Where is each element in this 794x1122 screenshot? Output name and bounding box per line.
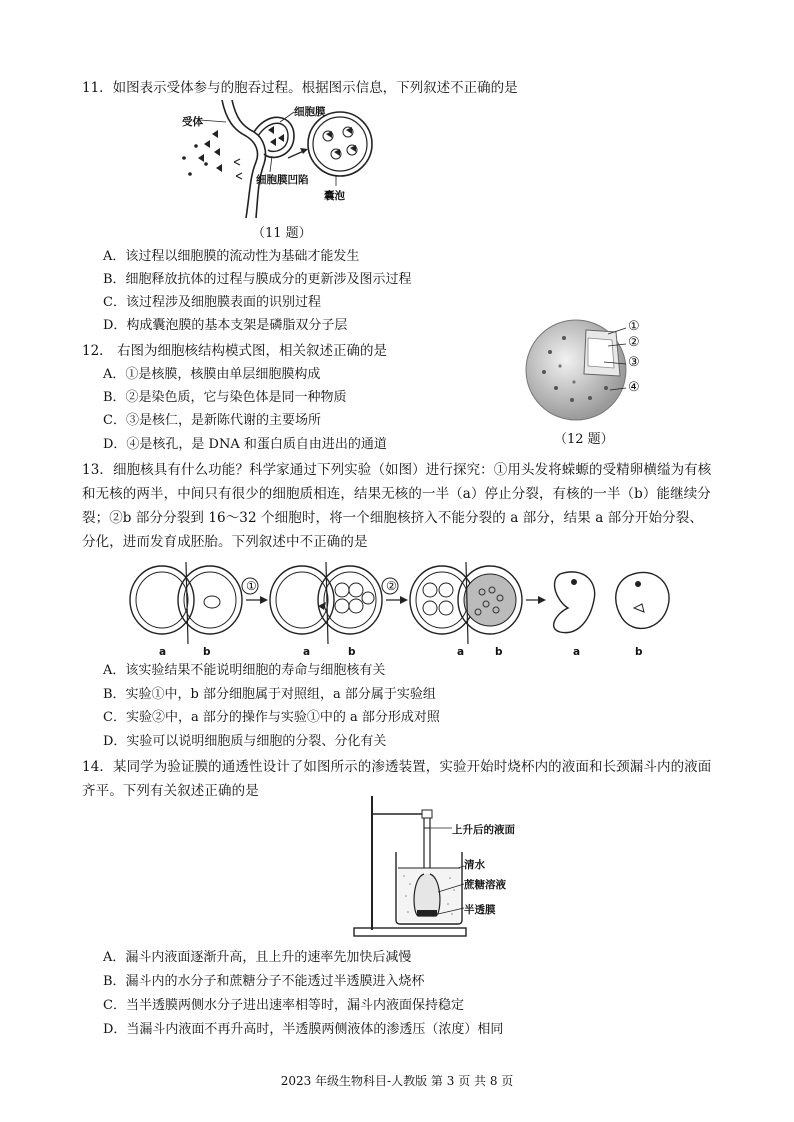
q14-label-sucrose: 蔗糖溶液 (464, 879, 506, 891)
q13-label-step1: ① (246, 579, 257, 593)
q13-stem: 13．细胞核具有什么功能？科学家通过下列实验（如图）进行探究：①用头发将蝾螈的受精卵横缢为有核和无核的两半，中间只有很少的细胞质相连，结果无核的一半（a）停止分裂，有核的一半（b）能继续分裂；②b 部分分裂到 16～32 个细胞时，将一个细胞核挤入不能分裂的 a 部分，结果 a 部分开始分裂、分化，进而发育成胚胎。下列叙述中不正确的是 (82, 462, 712, 550)
q12-caption: （12 题） (554, 432, 614, 447)
q13-option-c[interactable]: C．实验②中，a 部分的操作与实验①中的 a 部分形成对照 (103, 710, 440, 725)
q11-label-receptor: 受体 (182, 116, 203, 128)
q11-endocytosis-figure (176, 100, 386, 220)
q14-option-a[interactable]: A．漏斗内液面逐渐升高，且上升的速率先加快后减慢 (103, 950, 412, 965)
q13-label-a1: a (159, 646, 167, 658)
page-footer: 2023 年级生物科目-人教版 第 3 页 共 8 页 (280, 1074, 514, 1088)
q11-label-vesicle: 囊泡 (324, 190, 345, 202)
q14-label-water: 清水 (464, 859, 485, 871)
q11-stem: 11．如图表示受体参与的胞吞过程。根据图示信息，下列叙述不正确的是 (82, 80, 518, 96)
q13-label-b3: b (495, 646, 503, 658)
q12-label-2: ② (628, 335, 640, 350)
q11-option-d[interactable]: D．构成囊泡膜的基本支架是磷脂双分子层 (103, 318, 348, 333)
q11-option-b[interactable]: B．细胞释放抗体的过程与膜成分的更新涉及图示过程 (103, 272, 412, 287)
q13-label-a4: a (573, 646, 581, 658)
q12-option-b[interactable]: B．②是染色质，它与染色体是同一种物质 (103, 390, 347, 405)
q12-option-d[interactable]: D．④是核孔，是 DNA 和蛋白质自由进出的通道 (103, 437, 387, 452)
q13-option-d[interactable]: D．实验可以说明细胞质与细胞的分裂、分化有关 (103, 734, 387, 749)
q14-option-d[interactable]: D．当漏斗内液面不再升高时，半透膜两侧液体的渗透压（浓度）相同 (103, 1022, 504, 1037)
q13-label-b1: b (203, 646, 211, 658)
q13-option-a[interactable]: A．该实验结果不能说明细胞的寿命与细胞核有关 (103, 663, 386, 678)
q14-osmosis-apparatus-figure (350, 792, 480, 942)
q11-caption: （11 题） (252, 226, 312, 241)
q14-option-c[interactable]: C．当半透膜两侧水分子进出速率相等时，漏斗内液面保持稳定 (103, 998, 464, 1013)
q13-label-b2: b (348, 646, 356, 658)
q12-label-1: ① (628, 319, 640, 334)
q13-label-step2: ② (386, 579, 397, 593)
q13-experiment-figure (128, 560, 680, 648)
q13-label-b4: b (635, 646, 643, 658)
q14-stem: 14．某同学为验证膜的通透性设计了如图所示的渗透装置，实验开始时烧杯内的液面和长颈漏斗内的液面齐平。下列有关叙述正确的是 (82, 759, 712, 799)
q11-option-c[interactable]: C．该过程涉及细胞膜表面的识别过程 (103, 295, 321, 310)
q13-label-a3: a (457, 646, 465, 658)
q12-option-c[interactable]: C．③是核仁，是新陈代谢的主要场所 (103, 413, 321, 428)
q14-label-raised-level: 上升后的液面 (452, 824, 515, 836)
q13-option-b[interactable]: B．实验①中，b 部分细胞属于对照组，a 部分属于实验组 (103, 687, 436, 702)
q11-option-a[interactable]: A．该过程以细胞膜的流动性为基础才能发生 (103, 249, 360, 264)
q14-option-b[interactable]: B．漏斗内的水分子和蔗糖分子不能透过半透膜进入烧杯 (103, 974, 425, 989)
q12-label-3: ③ (628, 355, 640, 370)
q12-stem: 12． 右图为细胞核结构模式图，相关叙述正确的是 (82, 343, 387, 359)
q12-option-a[interactable]: A．①是核膜，核膜由单层细胞膜构成 (103, 367, 321, 382)
q11-label-invagination: 细胞膜凹陷 (256, 174, 309, 186)
q11-label-membrane: 细胞膜 (294, 106, 326, 118)
q12-label-4: ④ (628, 380, 640, 395)
q12-nucleus-figure (524, 316, 664, 426)
q13-label-a2: a (303, 646, 311, 658)
q14-label-membrane: 半透膜 (464, 904, 496, 916)
